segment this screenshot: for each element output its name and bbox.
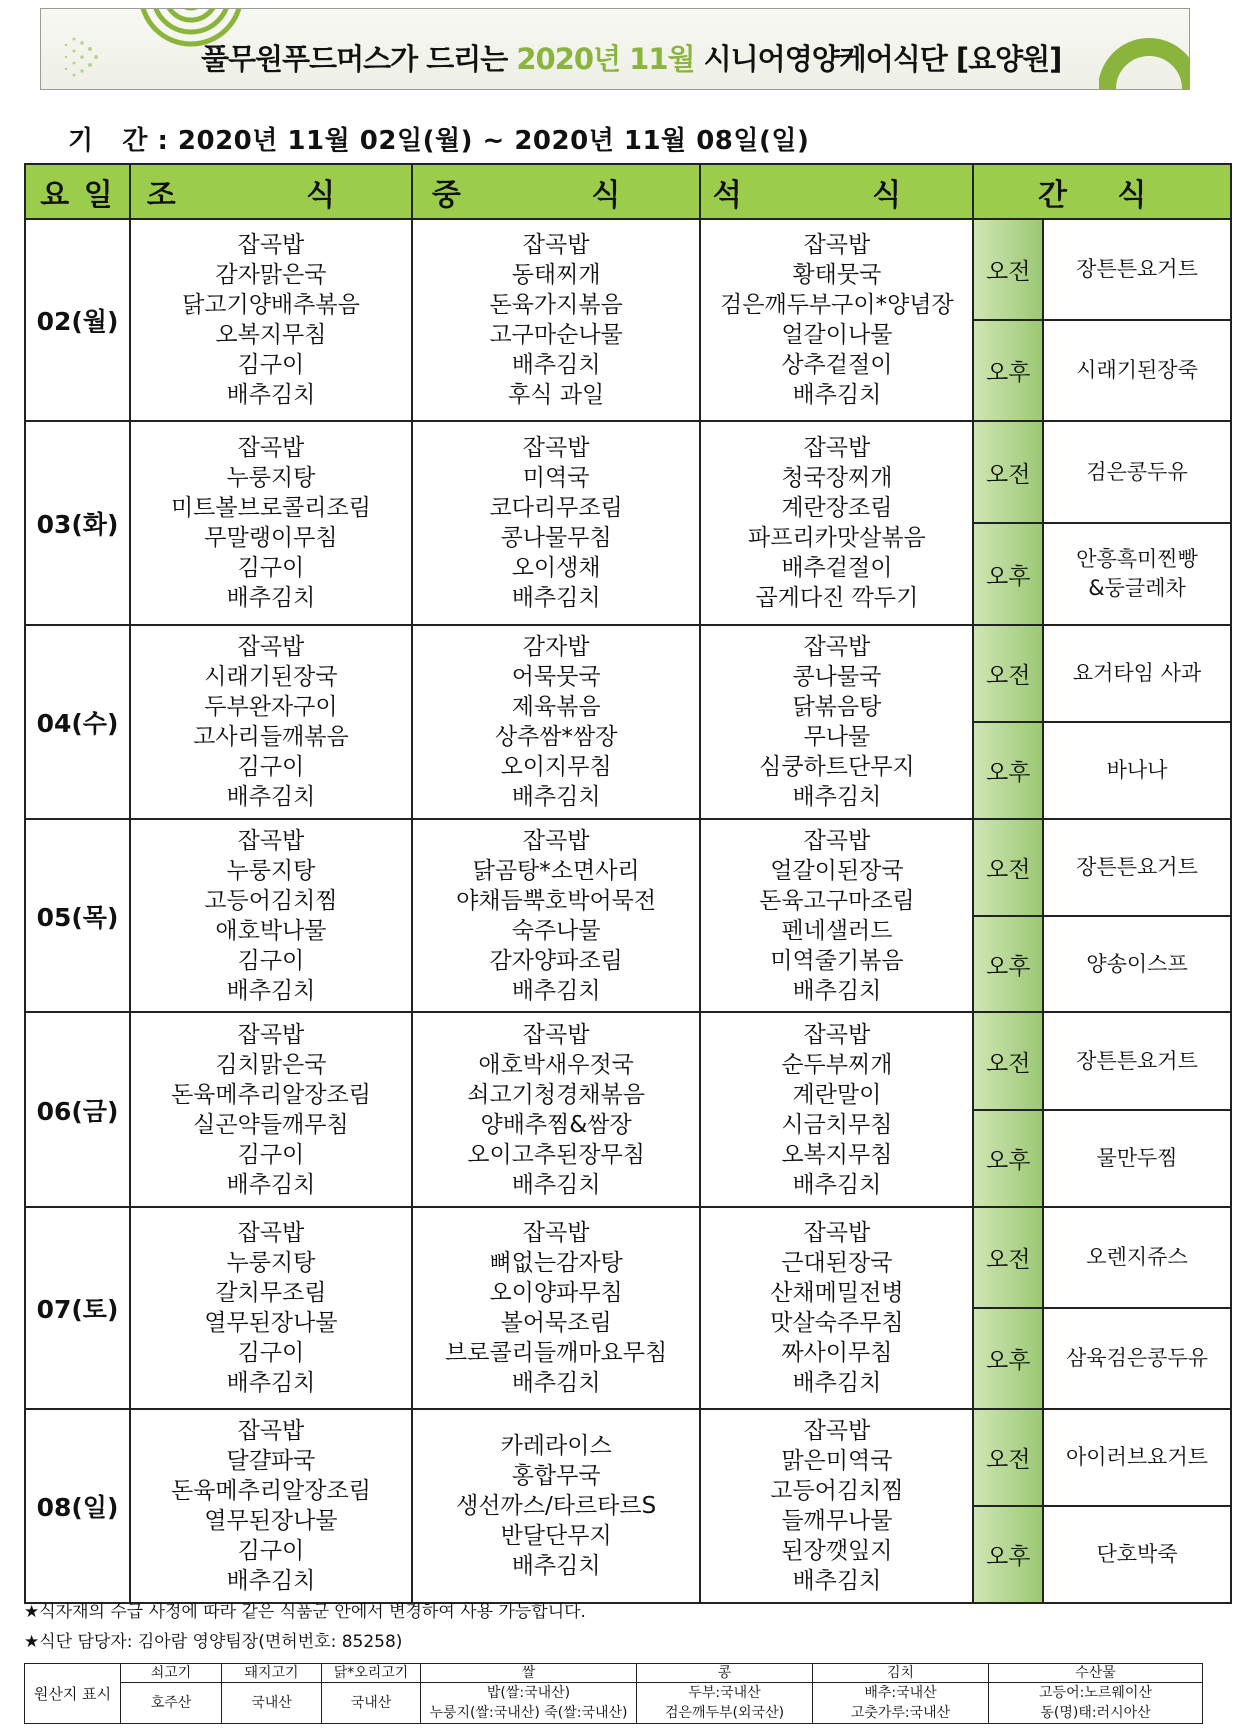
snack-am-label: 오전 <box>973 421 1043 523</box>
menu-item: 열무된장나물 <box>204 1310 338 1336</box>
menu-item: 잡곡밥 <box>803 1220 871 1246</box>
origin-value: 동(명)태:러시아산 <box>989 1703 1203 1724</box>
lunch-cell <box>412 1409 701 1603</box>
menu-item: 배추김치 <box>511 1370 601 1396</box>
menu-item: 잡곡밥 <box>522 232 590 258</box>
menu-item: 곱게다진 깍두기 <box>755 585 919 611</box>
snack-item: 장튼튼요거트 <box>1076 855 1198 879</box>
menu-item: 잡곡밥 <box>237 634 305 660</box>
snack-pm-label: 오후 <box>973 1506 1043 1603</box>
menu-item: 동태찌개 <box>511 262 601 288</box>
menu-item: 배추김치 <box>226 784 316 810</box>
day-row <box>25 421 1231 523</box>
menu-item: 근대된장국 <box>781 1250 893 1276</box>
lunch-cell <box>412 1207 701 1409</box>
menu-item: 고구마순나물 <box>489 322 623 348</box>
menu-item: 시금치무침 <box>781 1111 893 1138</box>
menu-item: 들깨무나물 <box>781 1508 893 1534</box>
snack-item: 바나나 <box>1106 758 1168 782</box>
menu-item: 갈치무조림 <box>215 1280 327 1306</box>
menu-item: 오이고추된장무침 <box>467 1141 645 1168</box>
dinner-cell <box>700 1207 973 1409</box>
snack-pm-cell <box>1043 1308 1231 1409</box>
breakfast-cell <box>130 421 412 625</box>
menu-item: 돈육고구마조림 <box>759 887 915 914</box>
snack-am-cell <box>1043 819 1231 916</box>
header-snack: 간 식 <box>973 164 1231 219</box>
origin-header-row <box>25 1664 1203 1683</box>
menu-item: 브로콜리들깨마요무침 <box>445 1340 668 1366</box>
menu-item: 배추김치 <box>792 1370 882 1396</box>
origin-value: 밥(쌀:국내산) <box>421 1683 637 1704</box>
menu-item: 심쿵하트단무지 <box>759 754 915 780</box>
snack-pm-cell <box>1043 1110 1231 1207</box>
menu-item: 오이지무침 <box>500 754 612 780</box>
day-row <box>25 1409 1231 1506</box>
snack-am-cell <box>1043 219 1231 320</box>
menu-item: 제육볶음 <box>511 694 601 720</box>
origin-values-row <box>25 1683 1203 1704</box>
snack-am-cell <box>1043 421 1231 523</box>
menu-item: 얼갈이된장국 <box>770 857 904 884</box>
menu-item: 잡곡밥 <box>237 232 305 258</box>
origin-category: 돼지고기 <box>222 1664 322 1683</box>
day-row <box>25 1207 1231 1308</box>
menu-header-row <box>25 164 1231 219</box>
dot-pattern-icon <box>46 27 106 87</box>
menu-item: 검은깨두부구이*양념장 <box>720 292 954 318</box>
menu-item: 애호박나물 <box>215 917 327 944</box>
menu-item: 배추김치 <box>792 1568 882 1594</box>
snack-am-cell <box>1043 1012 1231 1110</box>
snack-pm-label: 오후 <box>973 916 1043 1012</box>
menu-item: 돈육메추리알장조림 <box>170 1081 371 1108</box>
menu-item: 콩나물국 <box>792 664 882 690</box>
origin-value: 배추:국내산 <box>813 1683 989 1704</box>
menu-item: 맑은미역국 <box>781 1448 893 1474</box>
breakfast-cell <box>130 1207 412 1409</box>
menu-item: 김치맑은국 <box>215 1051 327 1078</box>
menu-item: 시래기된장국 <box>204 664 338 690</box>
menu-item: 고사리들깨볶음 <box>193 724 349 750</box>
origin-value: 두부:국내산 <box>637 1683 813 1704</box>
origin-table <box>24 1663 1203 1724</box>
menu-item: 잡곡밥 <box>803 435 871 461</box>
origin-value: 고춧가루:국내산 <box>813 1703 989 1724</box>
day-cell: 02(월) <box>25 219 130 421</box>
menu-item: 김구이 <box>237 1141 305 1168</box>
menu-item: 열무된장나물 <box>204 1508 338 1534</box>
origin-value: 검은깨두부(외국산) <box>637 1703 813 1724</box>
snack-item: 오렌지쥬스 <box>1086 1245 1188 1269</box>
snack-item: 요거타임 사과 <box>1072 661 1202 685</box>
menu-item: 잡곡밥 <box>522 1021 590 1048</box>
menu-item: 배추김치 <box>792 1171 882 1198</box>
snack-item: 물만두찜 <box>1096 1146 1178 1170</box>
menu-item: 돈육메추리알장조림 <box>170 1478 371 1504</box>
day-row <box>25 625 1231 722</box>
menu-item: 배추김치 <box>511 977 601 1004</box>
menu-item: 야채듬뿍호박어묵전 <box>456 887 657 914</box>
menu-item: 닭볶음탕 <box>792 694 882 720</box>
menu-item: 잡곡밥 <box>803 634 871 660</box>
snack-pm-cell <box>1043 523 1231 625</box>
lunch-cell <box>412 421 701 625</box>
menu-item: 콩나물무침 <box>500 525 612 551</box>
menu-item: 반달단무지 <box>500 1523 612 1549</box>
menu-item: 양배추찜&쌈장 <box>480 1111 632 1138</box>
snack-am-label: 오전 <box>973 1409 1043 1506</box>
day-cell: 04(수) <box>25 625 130 819</box>
menu-item: 김구이 <box>237 352 305 378</box>
origin-category: 쇠고기 <box>121 1664 222 1683</box>
snack-item: 아이러브요거트 <box>1066 1445 1209 1469</box>
snack-pm-label: 오후 <box>973 320 1043 421</box>
dinner-cell <box>700 219 973 421</box>
snack-am-cell <box>1043 625 1231 722</box>
menu-item: 감자밥 <box>522 634 590 660</box>
day-cell: 07(토) <box>25 1207 130 1409</box>
menu-item: 배추김치 <box>226 1568 316 1594</box>
snack-am-cell <box>1043 1207 1231 1308</box>
menu-item: 김구이 <box>237 754 305 780</box>
menu-item: 김구이 <box>237 1538 305 1564</box>
menu-item: 배추김치 <box>226 1370 316 1396</box>
snack-item: 안흥흑미찐빵 <box>1076 547 1198 571</box>
day-cell: 06(금) <box>25 1012 130 1207</box>
menu-item: 후식 과일 <box>508 382 605 408</box>
menu-item: 배추김치 <box>792 382 882 408</box>
day-cell: 05(목) <box>25 819 130 1012</box>
snack-am-label: 오전 <box>973 1012 1043 1110</box>
header-breakfast: 조 식 <box>130 164 412 219</box>
menu-item: 배추김치 <box>511 1171 601 1198</box>
origin-value: 누룽지(쌀:국내산) 죽(쌀:국내산) <box>421 1703 637 1724</box>
menu-item: 황태뭇국 <box>792 262 882 288</box>
menu-item: 감자맑은국 <box>215 262 327 288</box>
menu-item: 오이생채 <box>511 555 601 581</box>
menu-item: 배추김치 <box>511 1553 601 1579</box>
menu-item: 코다리무조림 <box>489 495 623 521</box>
menu-item: 생선까스/타르타르S <box>456 1493 657 1519</box>
origin-category: 콩 <box>637 1664 813 1683</box>
snack-am-label: 오전 <box>973 625 1043 722</box>
lunch-cell <box>412 819 701 1012</box>
snack-item: 삼육검은콩두유 <box>1066 1346 1209 1370</box>
header-banner <box>40 8 1190 90</box>
snack-pm-label: 오후 <box>973 1308 1043 1409</box>
breakfast-cell <box>130 1012 412 1207</box>
menu-item: 쇠고기청경채볶음 <box>467 1081 645 1108</box>
menu-item: 고등어김치찜 <box>770 1478 904 1504</box>
menu-item: 배추김치 <box>511 784 601 810</box>
snack-item: 양송이스프 <box>1086 951 1188 976</box>
menu-item: 배추김치 <box>511 352 601 378</box>
lunch-cell <box>412 219 701 421</box>
snack-am-label: 오전 <box>973 219 1043 320</box>
menu-item: 닭곰탕*소면사리 <box>472 857 640 884</box>
menu-item: 실곤약들깨무침 <box>193 1111 349 1138</box>
snack-item: 검은콩두유 <box>1086 459 1188 484</box>
menu-item: 잡곡밥 <box>522 1220 590 1246</box>
menu-item: 두부완자구이 <box>204 694 338 720</box>
menu-item: 미역줄기볶음 <box>770 947 904 974</box>
menu-item: 상추쌈*쌈장 <box>494 724 618 750</box>
menu-item: 계란장조림 <box>781 495 893 521</box>
header-dinner: 석 식 <box>700 164 973 219</box>
menu-item: 돈육가지볶음 <box>489 292 623 318</box>
snack-pm-cell <box>1043 1506 1231 1603</box>
snack-item: &둥글레차 <box>1088 576 1186 600</box>
origin-value: 국내산 <box>322 1683 421 1724</box>
snack-item: 장튼튼요거트 <box>1076 1048 1198 1073</box>
menu-item: 홍합무국 <box>511 1463 601 1489</box>
menu-item: 상추겉절이 <box>781 352 893 378</box>
snack-item: 장튼튼요거트 <box>1076 257 1198 281</box>
menu-item: 닭고기양배추볶음 <box>182 292 360 318</box>
menu-item: 청국장찌개 <box>781 465 893 491</box>
menu-item: 애호박새우젓국 <box>478 1051 634 1078</box>
corner-ring-icon <box>1099 29 1190 90</box>
banner-title: 풀무원푸드머스가 드리는 2020년 11월 시니어영양케어식단 [요양원] <box>201 42 1062 76</box>
day-row <box>25 1012 1231 1110</box>
menu-item: 잡곡밥 <box>522 827 590 854</box>
menu-item: 잡곡밥 <box>803 1021 871 1048</box>
menu-item: 잡곡밥 <box>803 1418 871 1444</box>
origin-category: 수산물 <box>989 1664 1203 1683</box>
menu-item: 누룽지탕 <box>226 857 316 884</box>
menu-item: 배추김치 <box>226 1171 316 1198</box>
dinner-cell <box>700 819 973 1012</box>
menu-item: 무나물 <box>803 724 871 750</box>
header-lunch: 중 식 <box>412 164 701 219</box>
menu-item: 파프리카맛살볶음 <box>748 525 926 551</box>
menu-item: 배추김치 <box>792 977 882 1004</box>
note-substitution: ★식자재의 수급 사정에 따라 같은 식품군 안에서 변경하여 사용 가능합니다. <box>24 1602 586 1622</box>
origin-value: 호주산 <box>121 1683 222 1724</box>
day-cell: 08(일) <box>25 1409 130 1603</box>
origin-value: 국내산 <box>222 1683 322 1724</box>
menu-item: 순두부찌개 <box>781 1051 893 1078</box>
snack-item: 시래기된장죽 <box>1076 358 1198 382</box>
snack-pm-cell <box>1043 722 1231 819</box>
menu-item: 누룽지탕 <box>226 1250 316 1276</box>
origin-value: 고등어:노르웨이산 <box>989 1683 1203 1704</box>
menu-item: 김구이 <box>237 555 305 581</box>
dinner-cell <box>700 1409 973 1603</box>
menu-item: 잡곡밥 <box>803 232 871 258</box>
breakfast-cell <box>130 819 412 1012</box>
origin-category: 쌀 <box>421 1664 637 1683</box>
header-day: 요 일 <box>25 164 130 219</box>
menu-item: 고등어김치찜 <box>204 887 338 914</box>
snack-pm-cell <box>1043 320 1231 421</box>
menu-item: 감자양파조림 <box>489 947 623 974</box>
weekly-menu-table <box>24 163 1232 1604</box>
menu-item: 카레라이스 <box>500 1433 612 1459</box>
menu-item: 배추김치 <box>226 977 316 1004</box>
snack-am-label: 오전 <box>973 1207 1043 1308</box>
menu-item: 된장깻잎지 <box>781 1538 893 1564</box>
menu-item: 계란말이 <box>792 1081 882 1108</box>
menu-item: 잡곡밥 <box>803 827 871 854</box>
dinner-cell <box>700 421 973 625</box>
lunch-cell <box>412 1012 701 1207</box>
menu-item: 어묵뭇국 <box>511 664 601 690</box>
menu-period: 기 간 : 2020년 11월 02일(월) ~ 2020년 11월 08일(일) <box>68 126 810 156</box>
menu-item: 달걀파국 <box>226 1448 316 1474</box>
menu-item: 미역국 <box>522 465 590 491</box>
menu-item: 짜사이무침 <box>781 1340 893 1366</box>
menu-item: 누룽지탕 <box>226 465 316 491</box>
menu-item: 무말랭이무침 <box>204 525 338 551</box>
lunch-cell <box>412 625 701 819</box>
menu-item: 잡곡밥 <box>237 1021 305 1048</box>
menu-item: 뼈없는감자탕 <box>489 1250 623 1276</box>
menu-item: 오복지무침 <box>781 1141 893 1168</box>
menu-item: 배추김치 <box>792 784 882 810</box>
dinner-cell <box>700 625 973 819</box>
menu-item: 잡곡밥 <box>522 435 590 461</box>
menu-item: 미트볼브로콜리조림 <box>170 495 371 521</box>
menu-item: 잡곡밥 <box>237 1418 305 1444</box>
breakfast-cell <box>130 219 412 421</box>
origin-category: 닭*오리고기 <box>322 1664 421 1683</box>
menu-item: 숙주나물 <box>511 917 601 944</box>
dinner-cell <box>700 1012 973 1207</box>
menu-item: 배추김치 <box>226 585 316 611</box>
menu-item: 잡곡밥 <box>237 1220 305 1246</box>
note-dietitian: ★식단 담당자: 김아람 영양팀장(면허번호: 85258) <box>24 1632 403 1652</box>
origin-category: 김치 <box>813 1664 989 1683</box>
snack-pm-label: 오후 <box>973 1110 1043 1207</box>
snack-am-cell <box>1043 1409 1231 1506</box>
menu-item: 김구이 <box>237 947 305 974</box>
snack-item: 단호박죽 <box>1096 1542 1178 1566</box>
menu-item: 배추겉절이 <box>781 555 893 581</box>
snack-am-label: 오전 <box>973 819 1043 916</box>
menu-item: 산채메밀전병 <box>770 1280 904 1306</box>
breakfast-cell <box>130 625 412 819</box>
menu-item: 얼갈이나물 <box>781 322 893 348</box>
menu-item: 오복지무침 <box>215 322 327 348</box>
menu-item: 오이양파무침 <box>489 1280 623 1306</box>
menu-item: 잡곡밥 <box>237 827 305 854</box>
menu-item: 잡곡밥 <box>237 435 305 461</box>
menu-item: 맛살숙주무침 <box>770 1310 904 1336</box>
menu-item: 볼어묵조림 <box>500 1310 612 1336</box>
day-row <box>25 219 1231 320</box>
day-row <box>25 819 1231 916</box>
menu-item: 펜네샐러드 <box>781 917 893 944</box>
menu-item: 배추김치 <box>226 382 316 408</box>
snack-pm-label: 오후 <box>973 523 1043 625</box>
notes <box>24 1597 586 1657</box>
snack-pm-cell <box>1043 916 1231 1012</box>
day-cell: 03(화) <box>25 421 130 625</box>
origin-label: 원산지 표시 <box>25 1664 121 1724</box>
menu-item: 배추김치 <box>511 585 601 611</box>
menu-item: 김구이 <box>237 1340 305 1366</box>
snack-pm-label: 오후 <box>973 722 1043 819</box>
breakfast-cell <box>130 1409 412 1603</box>
